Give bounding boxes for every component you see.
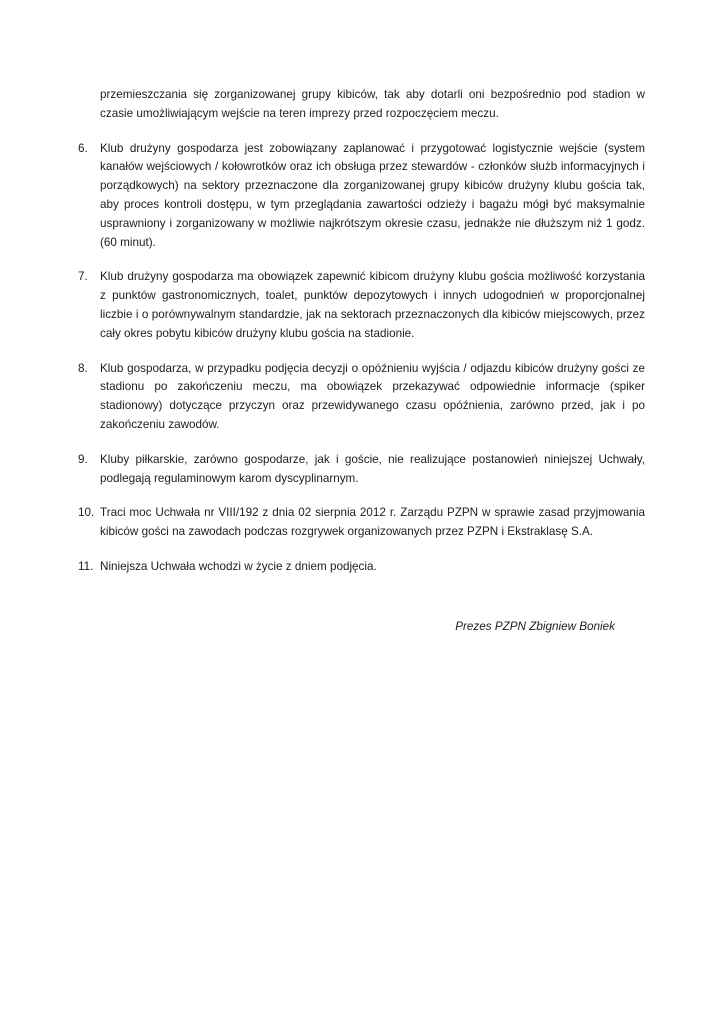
item-number: 7.: [78, 270, 88, 284]
document-content: [78, 86, 645, 637]
list-item-9: [78, 451, 645, 489]
item-text: Klub drużyny gospodarza jest zobowiązany zaplanować i przygotować logistycznie wejście (system kanałów wejściowych / kołowrotków oraz ich obsługa przez stewardów - członków służb informacyjnych i porządkowych) na sektory przeznaczone dla zorganizowanej grupy kibiców drużyny klubu gościa tak, aby proces kontroli dostępu, w tym przeglądania zawartości odzieży i bagażu mógł być maksymalnie usprawniony i zorganizowany w możliwie najkrótszym okresie czasu, jednakże nie dłuższym niż 1 godz. (60 minut).: [100, 141, 645, 249]
item-number: 6.: [78, 141, 88, 155]
list-item-7: [78, 268, 645, 343]
continuation-paragraph: przemieszczania się zorganizowanej grupy kibiców, tak aby dotarli oni bezpośrednio pod stadion w czasie umożliwiającym wejście na teren imprezy przed rozpoczęciem meczu.: [100, 88, 645, 120]
list-item-8: [78, 360, 645, 435]
list-item-6: [78, 140, 645, 253]
item-number: 10.: [78, 506, 95, 520]
item-text: Traci moc Uchwała nr VIII/192 z dnia 02 sierpnia 2012 r. Zarządu PZPN w sprawie zasad przyjmowania kibiców gości na zawodach podczas rozgrywek organizowanych przez PZPN i Ekstraklasę S.A.: [100, 506, 645, 539]
item-number: 11.: [78, 559, 94, 573]
item-text: Niniejsza Uchwała wchodzi w życie z dniem podjęcia.: [100, 559, 377, 573]
item-text: Klub gospodarza, w przypadku podjęcia decyzji o opóźnieniu wyjścia / odjazdu kibiców drużyny gości ze stadionu po zakończeniu meczu, ma obowiązek przekazywać odpowiednie informacje (spiker stadionowy) dotyczące przyczyn oraz przewidywanego czasu opóźnienia, zarówno przed, jak i po zakończeniu zawodów.: [100, 361, 645, 431]
list-item-10: [78, 504, 645, 542]
item-text: Kluby piłkarskie, zarówno gospodarze, jak i goście, nie realizujące postanowień niniejszej Uchwały, podlegają regulaminowym karom dyscyplinarnym.: [100, 452, 645, 485]
item-number: 8.: [78, 361, 88, 375]
signature-line: Prezes PZPN Zbigniew Boniek: [455, 619, 615, 633]
item-number: 9.: [78, 452, 88, 466]
list-item-11: [78, 558, 645, 577]
item-text: Klub drużyny gospodarza ma obowiązek zapewnić kibicom drużyny klubu gościa możliwość korzystania z punktów gastronomicznych, toalet, punktów depozytowych i innych udogodnień w proporcjonalnej liczbie i o porównywalnym standardzie, jak na sektorach przeznaczonych dla kibiców miejscowych, przez cały okres pobytu kibiców drużyny klubu gościa na stadionie.: [100, 270, 645, 340]
